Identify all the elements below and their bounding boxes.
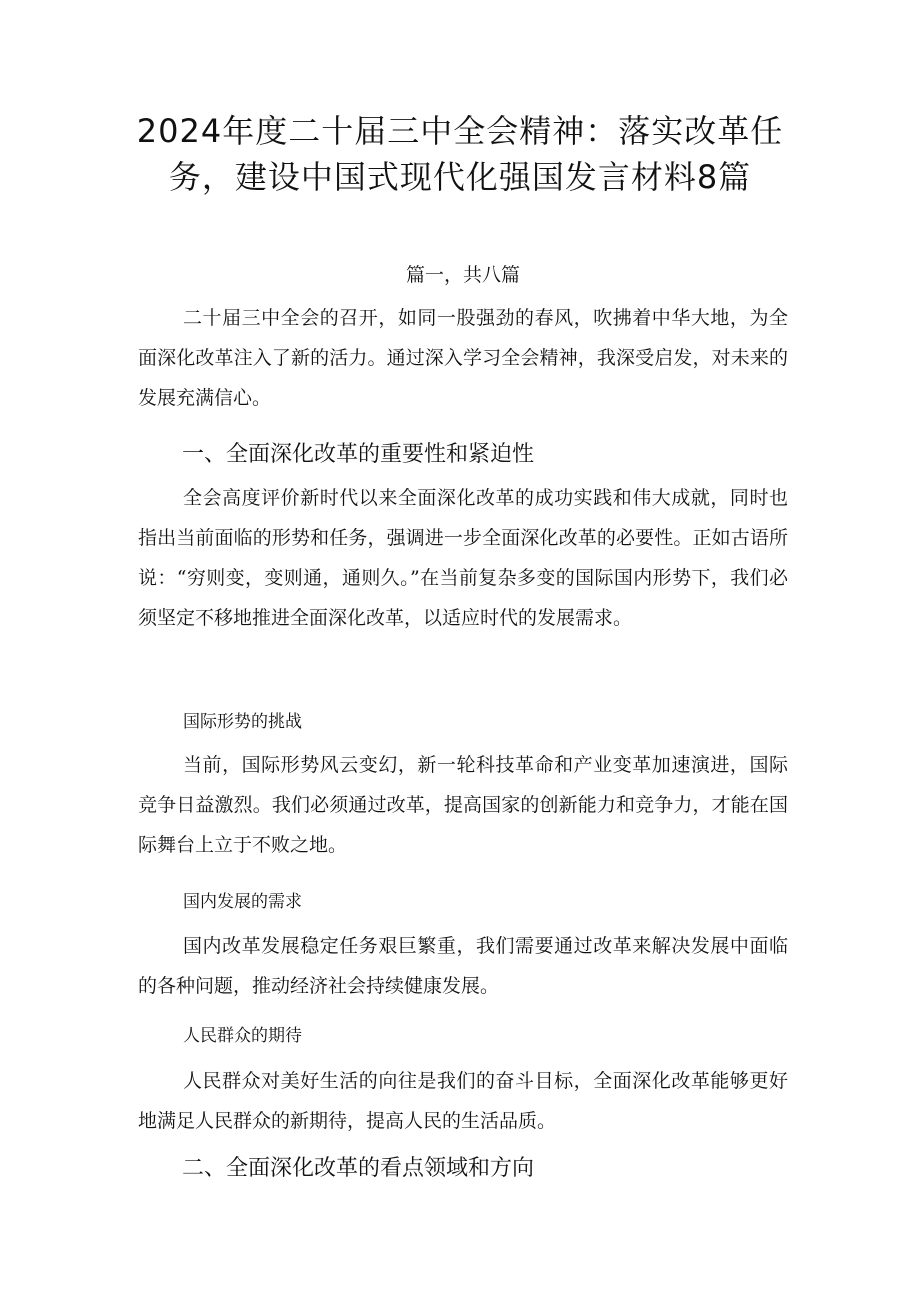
title-line-2: 务，建设中国式现代化强国发言材料8篇 xyxy=(168,158,752,196)
subsection-paragraph-international: 当前，国际形势风云变幻，新一轮科技革命和产业变革加速演进，国际竞争日益激烈。我们必须通过改革，提高国家的创新能力和竞争力，才能在国际舞台上立于不败之地。 xyxy=(138,754,788,856)
intro-paragraph: 二十届三中全会的召开，如同一股强劲的春风，吹拂着中华大地，为全面深化改革注入了新的活力。通过深入学习全会精神，我深受启发，对未来的发展充满信心。 xyxy=(138,307,788,409)
section1-paragraph: 全会高度评价新时代以来全面深化改革的成功实践和伟大成就，同时也指出当前面临的形势和任务，强调进一步全面深化改革的必要性。正如古语所说：“穷则变，变则通，通则久。”在当前复杂多变的国际国内形势下，我们必须坚定不移地推进全面深化改革，以适应时代的发展需求。 xyxy=(138,487,788,629)
document-title xyxy=(130,108,790,200)
subsection-paragraph-people: 人民群众对美好生活的向往是我们的奋斗目标，全面深化改革能够更好地满足人民群众的新期待，提高人民的生活品质。 xyxy=(138,1070,788,1132)
section2-heading: 二、全面深化改革的看点领域和方向 xyxy=(182,1156,535,1181)
part-label: 篇一，共八篇 xyxy=(405,264,520,286)
subsection-heading-international: 国际形势的挑战 xyxy=(183,712,302,732)
subsection-heading-domestic: 国内发展的需求 xyxy=(183,892,302,912)
subsection-paragraph-domestic: 国内改革发展稳定任务艰巨繁重，我们需要通过改革来解决发展中面临的各种问题，推动经济社会持续健康发展。 xyxy=(138,935,788,997)
section1-heading: 一、全面深化改革的重要性和紧迫性 xyxy=(182,442,535,467)
title-line-1: 2024年度二十届三中全会精神：落实改革任 xyxy=(136,112,784,150)
subsection-heading-people: 人民群众的期待 xyxy=(183,1026,302,1046)
